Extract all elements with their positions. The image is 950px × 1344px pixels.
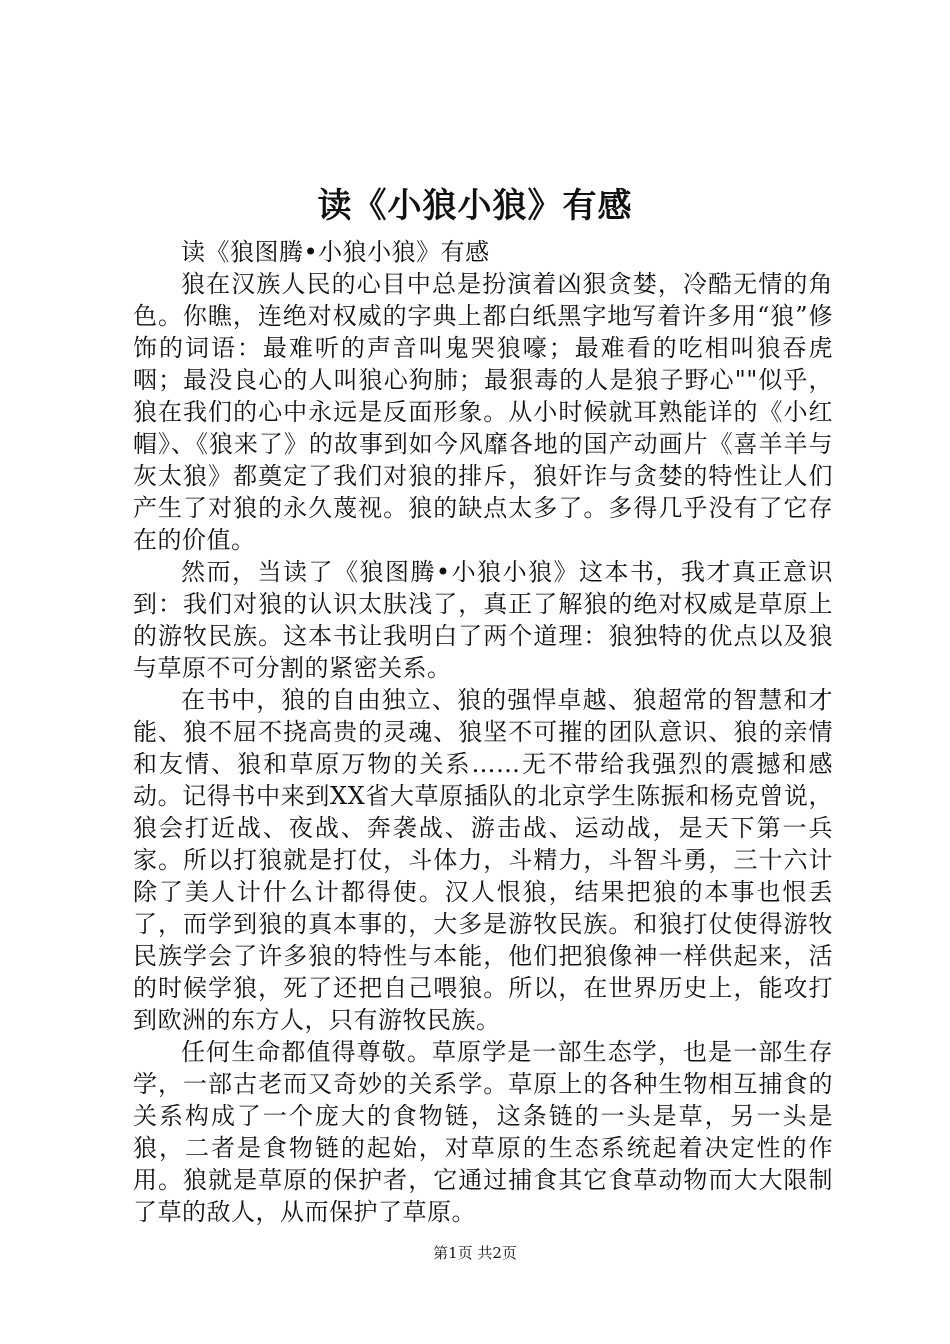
paragraph: 任何生命都值得尊敬。草原学是一部生态学，也是一部生存学，一部古老而又奇妙的关系学。草原上的各种生物相互捕食的关系构成了一个庞大的食物链，这条链的一头是草，另一头是狼，二者是食物链的起始，对草原的生态系统起着决定性的作用。狼就是草原的保护者，它通过捕食其它食草动物而大大限制了草的敌人，从而保护了草原。 [133,1038,833,1226]
paragraph: 在书中，狼的自由独立、狼的强悍卓越、狼超常的智慧和才能、狼不屈不挠高贵的灵魂、狼坚不可摧的团队意识、狼的亲情和友情、狼和草原万物的关系……无不带给我强烈的震撼和感动。记得书中来到XX省大草原插队的北京学生陈振和杨克曾说，狼会打近战、夜战、奔袭战、游击战、运动战，是天下第一兵家。所以打狼就是打仗，斗体力，斗精力，斗智斗勇，三十六计除了美人计什么计都得使。汉人恨狼，结果把狼的本事也恨丢了，而学到狼的真本事的，大多是游牧民族。和狼打仗使得游牧民族学会了许多狼的特性与本能，他们把狼像神一样供起来，活的时候学狼，死了还把自己喂狼。所以，在世界历史上，能攻打到欧洲的东方人，只有游牧民族。 [133,686,833,1034]
paragraph: 然而，当读了《狼图腾•小狼小狼》这本书，我才真正意识到：我们对狼的认识太肤浅了，真正了解狼的绝对权威是草原上的游牧民族。这本书让我明白了两个道理：狼独特的优点以及狼与草原不可分割的紧密关系。 [133,558,833,682]
document-body [133,236,833,1228]
paragraph-subtitle: 读《狼图腾•小狼小狼》有感 [181,238,490,266]
page-number-footer: 第1页 共2页 [433,1244,517,1262]
paragraph: 狼在汉族人民的心目中总是扮演着凶狠贪婪，冷酷无情的角色。你瞧，连绝对权威的字典上都白纸黑字地写着许多用“狼”修饰的词语：最难听的声音叫鬼哭狼嚎；最难看的吃相叫狼吞虎咽；最没良心的人叫狼心狗肺；最狠毒的人是狼子野心""似乎，狼在我们的心中永远是反面形象。从小时候就耳熟能详的《小红帽》、《狼来了》的故事到如今风靡各地的国产动画片《喜羊羊与灰太狼》都奠定了我们对狼的排斥，狼奸诈与贪婪的特性让人们产生了对狼的永久蔑视。狼的缺点太多了。多得几乎没有了它存在的价值。 [133,270,833,554]
document-title: 读《小狼小狼》有感 [317,186,633,226]
